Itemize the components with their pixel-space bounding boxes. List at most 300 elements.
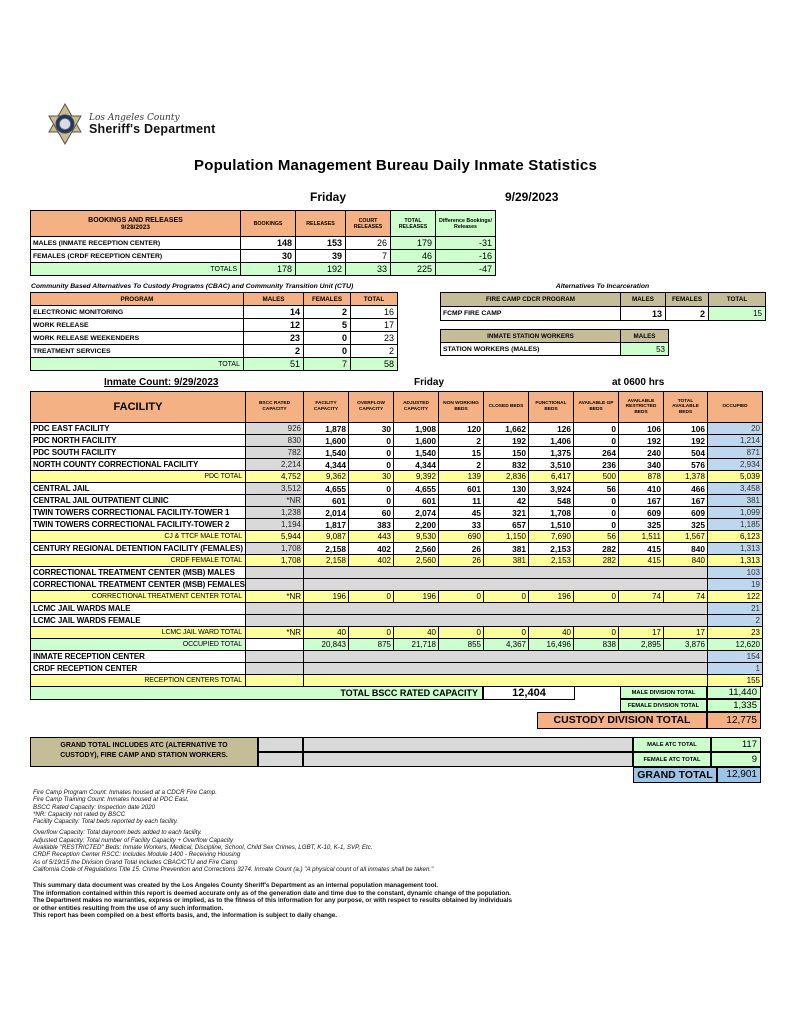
occupied-value: 3,458 bbox=[708, 483, 763, 495]
facility-row bbox=[31, 435, 763, 447]
cell-value: 2,158 bbox=[304, 543, 349, 555]
column-header: TOTAL RELEASES bbox=[391, 211, 436, 237]
cbac-header-row bbox=[31, 293, 398, 306]
cell-value: 17 bbox=[351, 319, 398, 332]
fire-camp-row bbox=[441, 307, 766, 321]
cell-value: 415 bbox=[619, 555, 664, 567]
disclaimer-line: This summary data document was created by the Los Angeles County Sheriff's Department as an internal population management tool. bbox=[33, 882, 439, 889]
facility-name: CRDF FEMALE TOTAL bbox=[31, 555, 246, 567]
totals-row bbox=[31, 263, 496, 276]
bscc-capacity: 1,194 bbox=[246, 519, 304, 531]
cell-value: 39 bbox=[296, 250, 346, 263]
totals-row bbox=[31, 358, 398, 371]
disclaimer-line: This report has been compiled on a best efforts basis, and, the information is subject to daily change. bbox=[33, 912, 338, 919]
facility-name: CJ & TTCF MALE TOTAL bbox=[31, 531, 246, 543]
column-header: FUNCTIONAL BEDS bbox=[529, 392, 574, 423]
facility-row bbox=[31, 471, 763, 483]
cell-value: 1,540 bbox=[394, 447, 439, 459]
cell-value: 30 bbox=[349, 471, 394, 483]
bookings-title-cell bbox=[31, 211, 241, 237]
cell-value: 23 bbox=[351, 332, 398, 345]
column-header: ADJUSTED CAPACITY bbox=[394, 392, 439, 423]
bscc-capacity: 1,708 bbox=[246, 543, 304, 555]
cell-value: 26 bbox=[439, 555, 484, 567]
fire-camp-table bbox=[440, 292, 766, 321]
cell-value: 657 bbox=[484, 519, 529, 531]
facility-name: PDC SOUTH FACILITY bbox=[31, 447, 246, 459]
cell-value: 2,895 bbox=[619, 639, 664, 651]
cell-value: 106 bbox=[619, 423, 664, 435]
facility-table bbox=[30, 391, 763, 687]
cell-value: 11 bbox=[439, 495, 484, 507]
cell-value: 16 bbox=[351, 306, 398, 319]
station-workers-row bbox=[441, 343, 669, 356]
facility-name: PDC NORTH FACILITY bbox=[31, 435, 246, 447]
inmate-count-day: Friday bbox=[414, 377, 445, 388]
cell-value: 2,153 bbox=[529, 555, 574, 567]
occupied-value: 6,123 bbox=[708, 531, 763, 543]
occupied-value: 2 bbox=[708, 615, 763, 627]
female-atc-total-value: 9 bbox=[711, 752, 761, 767]
station-workers-header-row bbox=[441, 330, 669, 343]
cell-value: 153 bbox=[296, 237, 346, 250]
cell-value: 878 bbox=[619, 471, 664, 483]
footnote-line: *NR: Capacity not rated by BSCC bbox=[33, 810, 126, 818]
cell-value: 0 bbox=[574, 627, 619, 639]
bscc-capacity: 5,944 bbox=[246, 531, 304, 543]
cell-value: 0 bbox=[574, 507, 619, 519]
cell-value: 504 bbox=[664, 447, 708, 459]
facility-name: LCMC JAIL WARD TOTAL bbox=[31, 627, 246, 639]
cell-value: 3,876 bbox=[664, 639, 708, 651]
cell-value: 381 bbox=[484, 555, 529, 567]
facility-name: CORRECTIONAL TREATMENT CENTER (MSB) FEMALES bbox=[31, 579, 246, 591]
column-header: FEMALES bbox=[666, 293, 709, 307]
facility-name: LCMC JAIL WARDS MALE bbox=[31, 603, 246, 615]
grand-total-label: GRAND TOTAL bbox=[633, 767, 717, 783]
cell-value: 0 bbox=[574, 435, 619, 447]
cell-value: 167 bbox=[664, 495, 708, 507]
row-label: TOTAL bbox=[31, 358, 244, 371]
column-header: AVAILABLE GP BEDS bbox=[574, 392, 619, 423]
bscc-capacity: *NR bbox=[246, 627, 304, 639]
facility-row bbox=[31, 603, 763, 615]
row-label: FEMALES (CRDF RECEPTION CENTER) bbox=[31, 250, 241, 263]
cell-value: 0 bbox=[349, 627, 394, 639]
cell-value: -31 bbox=[436, 237, 496, 250]
disclaimer bbox=[33, 882, 512, 920]
column-header: FACILITY bbox=[31, 392, 246, 423]
facility-row bbox=[31, 615, 763, 627]
column-header: MALES bbox=[621, 330, 669, 343]
cell-value: 33 bbox=[439, 519, 484, 531]
cell-value: 150 bbox=[484, 447, 529, 459]
empty-cell bbox=[303, 737, 633, 752]
cell-value: 12 bbox=[244, 319, 304, 332]
grand-total-value: 12,901 bbox=[717, 767, 761, 783]
bookings-releases-table bbox=[30, 210, 496, 276]
disclaimer-line: The information contained within this report is deemed accurate only as of the generation date and time due to the constant, dynamic change of the population. bbox=[33, 889, 511, 897]
cell-value: 196 bbox=[394, 591, 439, 603]
cell-value: 2,153 bbox=[529, 543, 574, 555]
bookings-header-row bbox=[31, 211, 496, 237]
facility-row bbox=[31, 423, 763, 435]
cell-value: 402 bbox=[349, 543, 394, 555]
grand-total-note-line1: GRAND TOTAL INCLUDES ATC (ALTERNATIVE TO bbox=[60, 742, 228, 749]
column-header: CLOSED BEDS bbox=[484, 392, 529, 423]
cell-value: 1,908 bbox=[394, 423, 439, 435]
fire-camp-header-row bbox=[441, 293, 766, 307]
row-label: FCMP FIRE CAMP bbox=[441, 307, 621, 321]
cell-value: 74 bbox=[619, 591, 664, 603]
column-header: MALES bbox=[244, 293, 304, 306]
cell-value: 9,392 bbox=[394, 471, 439, 483]
column-header: TOTAL AVAILABLE BEDS bbox=[664, 392, 708, 423]
facility-name: CENTURY REGIONAL DETENTION FACILITY (FEMALES) bbox=[31, 543, 246, 555]
bscc-capacity bbox=[246, 603, 304, 615]
cell-value: 0 bbox=[304, 332, 351, 345]
footnote-line: Fire Camp Program Count: Inmates housed at a CDCR Fire Camp. bbox=[33, 789, 217, 796]
cell-value: 1,150 bbox=[484, 531, 529, 543]
cell-value: 443 bbox=[349, 531, 394, 543]
cell-value: 196 bbox=[529, 591, 574, 603]
facility-name: INMATE RECEPTION CENTER bbox=[31, 651, 246, 663]
facility-name: CENTRAL JAIL bbox=[31, 483, 246, 495]
occupied-value: 1,099 bbox=[708, 507, 763, 519]
cell-value: 46 bbox=[391, 250, 436, 263]
occupied-value: 122 bbox=[708, 591, 763, 603]
cell-value: 106 bbox=[664, 423, 708, 435]
female-division-total-value: 1,335 bbox=[707, 699, 761, 712]
facility-row bbox=[31, 519, 763, 531]
cell-value: 840 bbox=[664, 555, 708, 567]
cell-value: 2,560 bbox=[394, 543, 439, 555]
occupied-value: 5,039 bbox=[708, 471, 763, 483]
inmate-count-meta bbox=[0, 377, 791, 390]
sheriff-star-icon bbox=[46, 103, 84, 145]
cell-value: 1,600 bbox=[304, 435, 349, 447]
occupied-value: 23 bbox=[708, 627, 763, 639]
cell-value: 7 bbox=[304, 358, 351, 371]
merged-cell bbox=[304, 579, 708, 591]
row-label: MALES (INMATE RECEPTION CENTER) bbox=[31, 237, 241, 250]
occupied-value: 1 bbox=[708, 663, 763, 675]
facility-row bbox=[31, 459, 763, 471]
cell-value: -16 bbox=[436, 250, 496, 263]
cell-value: 2,560 bbox=[394, 555, 439, 567]
footnote-line: Fire Camp Training Count: Inmates housed at PDC East. bbox=[33, 796, 189, 804]
fire-camp-header: FIRE CAMP CDCR PROGRAM bbox=[441, 293, 621, 307]
cell-value: 7,690 bbox=[529, 531, 574, 543]
cell-value: 148 bbox=[241, 237, 296, 250]
facility-row bbox=[31, 543, 763, 555]
cell-value: 410 bbox=[619, 483, 664, 495]
facility-row bbox=[31, 531, 763, 543]
merged-cell bbox=[304, 603, 708, 615]
cell-value: 2 bbox=[666, 307, 709, 321]
ati-title: Alternatives To Incarceration bbox=[555, 283, 650, 290]
facility-row bbox=[31, 507, 763, 519]
cell-value: 0 bbox=[574, 495, 619, 507]
facility-name: LCMC JAIL WARDS FEMALE bbox=[31, 615, 246, 627]
cell-value: 40 bbox=[304, 627, 349, 639]
table-row bbox=[31, 306, 398, 319]
column-header: Difference Bookings/ Releases bbox=[436, 211, 496, 237]
cell-value: 15 bbox=[439, 447, 484, 459]
cell-value: 9,362 bbox=[304, 471, 349, 483]
facility-name: CORRECTIONAL TREATMENT CENTER TOTAL bbox=[31, 591, 246, 603]
cell-value: 402 bbox=[349, 555, 394, 567]
cell-value: 2 bbox=[439, 435, 484, 447]
empty-cell bbox=[258, 737, 303, 752]
cell-value: 21,718 bbox=[394, 639, 439, 651]
facility-name: NORTH COUNTY CORRECTIONAL FACILITY bbox=[31, 459, 246, 471]
cell-value: 33 bbox=[346, 263, 391, 276]
bscc-capacity: 830 bbox=[246, 435, 304, 447]
cell-value: 51 bbox=[244, 358, 304, 371]
bscc-capacity bbox=[246, 579, 304, 591]
facility-row bbox=[31, 567, 763, 579]
cell-value: 0 bbox=[349, 459, 394, 471]
facility-row bbox=[31, 579, 763, 591]
cell-value: 167 bbox=[619, 495, 664, 507]
cell-value: 3,510 bbox=[529, 459, 574, 471]
cell-value: 192 bbox=[664, 435, 708, 447]
facility-row bbox=[31, 651, 763, 663]
column-header: FEMALES bbox=[304, 293, 351, 306]
cell-value: 16,496 bbox=[529, 639, 574, 651]
cell-value: 4,344 bbox=[394, 459, 439, 471]
cell-value: 45 bbox=[439, 507, 484, 519]
female-atc-total-label: FEMALE ATC TOTAL bbox=[633, 752, 711, 767]
cell-value: 74 bbox=[664, 591, 708, 603]
cell-value: 875 bbox=[349, 639, 394, 651]
facility-name: OCCUPIED TOTAL bbox=[31, 639, 246, 651]
bscc-capacity: *NR bbox=[246, 495, 304, 507]
cell-value: 2 bbox=[244, 345, 304, 358]
cell-value: 9,087 bbox=[304, 531, 349, 543]
row-label: STATION WORKERS (MALES) bbox=[441, 343, 621, 356]
column-header: TOTAL bbox=[351, 293, 398, 306]
cell-value: 609 bbox=[664, 507, 708, 519]
bscc-capacity bbox=[246, 615, 304, 627]
facility-name: PDC EAST FACILITY bbox=[31, 423, 246, 435]
grand-total-note-line2: CUSTODY), FIRE CAMP AND STATION WORKERS. bbox=[60, 752, 228, 759]
cell-value: 264 bbox=[574, 447, 619, 459]
cell-value: 601 bbox=[304, 495, 349, 507]
facility-row bbox=[31, 663, 763, 675]
row-label: WORK RELEASE bbox=[31, 319, 244, 332]
occupied-value: 103 bbox=[708, 567, 763, 579]
facility-name: PDC TOTAL bbox=[31, 471, 246, 483]
cell-value: 601 bbox=[439, 483, 484, 495]
row-label: TREATMENT SERVICES bbox=[31, 345, 244, 358]
cell-value: 855 bbox=[439, 639, 484, 651]
cell-value: 26 bbox=[346, 237, 391, 250]
facility-row bbox=[31, 483, 763, 495]
cell-value: 139 bbox=[439, 471, 484, 483]
merged-cell bbox=[304, 663, 708, 675]
footnote-line: Adjusted Capacity: Total number of Facility Capacity + Overflow Capacity bbox=[33, 836, 234, 844]
report-date: 9/29/2023 bbox=[505, 190, 559, 204]
cell-value: 2,014 bbox=[304, 507, 349, 519]
cell-value: 4,367 bbox=[484, 639, 529, 651]
cell-value: 1,708 bbox=[529, 507, 574, 519]
logo-department: Sheriff's Department bbox=[89, 121, 216, 136]
facility-row bbox=[31, 627, 763, 639]
occupied-value: 871 bbox=[708, 447, 763, 459]
cell-value: 126 bbox=[529, 423, 574, 435]
bscc-capacity: 926 bbox=[246, 423, 304, 435]
cbac-title: Community Based Alternatives To Custody Programs (CBAC) and Community Transition Unit (CTU) bbox=[31, 283, 354, 290]
facility-name: TWIN TOWERS CORRECTIONAL FACILITY-TOWER 2 bbox=[31, 519, 246, 531]
report-day: Friday bbox=[310, 190, 347, 204]
cell-value: 130 bbox=[484, 483, 529, 495]
cell-value: 0 bbox=[484, 591, 529, 603]
occupied-value: 1,313 bbox=[708, 543, 763, 555]
table-row bbox=[31, 250, 496, 263]
column-header: PROGRAM bbox=[31, 293, 244, 306]
cell-value: 340 bbox=[619, 459, 664, 471]
cell-value: 1,567 bbox=[664, 531, 708, 543]
cell-value: 576 bbox=[664, 459, 708, 471]
cell-value: 415 bbox=[619, 543, 664, 555]
cell-value: 548 bbox=[529, 495, 574, 507]
cell-value: 2,074 bbox=[394, 507, 439, 519]
bookings-title: BOOKINGS AND RELEASES bbox=[88, 216, 183, 224]
cell-value: 2,158 bbox=[304, 555, 349, 567]
column-header: OCCUPIED bbox=[708, 392, 763, 423]
cell-value: 0 bbox=[349, 591, 394, 603]
facility-name: CENTRAL JAIL OUTPATIENT CLINIC bbox=[31, 495, 246, 507]
cbac-table bbox=[30, 292, 398, 371]
column-header: RELEASES bbox=[296, 211, 346, 237]
cell-value: 14 bbox=[244, 306, 304, 319]
occupied-value: 20 bbox=[708, 423, 763, 435]
cell-value: 0 bbox=[574, 591, 619, 603]
cell-value: 26 bbox=[439, 543, 484, 555]
cell-value: 282 bbox=[574, 543, 619, 555]
cell-value: 609 bbox=[619, 507, 664, 519]
footnotes bbox=[33, 789, 433, 873]
cell-value: 1,600 bbox=[394, 435, 439, 447]
cell-value: 1,817 bbox=[304, 519, 349, 531]
empty-cell bbox=[303, 752, 633, 767]
male-division-total-label: MALE DIVISION TOTAL bbox=[620, 686, 707, 699]
cell-value: 192 bbox=[296, 263, 346, 276]
occupied-value: 2,934 bbox=[708, 459, 763, 471]
cell-value: 2 bbox=[304, 306, 351, 319]
facility-name: CRDF RECEPTION CENTER bbox=[31, 663, 246, 675]
facility-header-row bbox=[31, 392, 763, 423]
cell-value: 0 bbox=[439, 627, 484, 639]
bscc-capacity: 3,512 bbox=[246, 483, 304, 495]
page-title: Population Management Bureau Daily Inmate Statistics bbox=[194, 157, 597, 174]
logo-text bbox=[89, 113, 215, 136]
cell-value: 0 bbox=[349, 435, 394, 447]
cell-value: 601 bbox=[394, 495, 439, 507]
facility-name: TWIN TOWERS CORRECTIONAL FACILITY-TOWER 1 bbox=[31, 507, 246, 519]
custody-division-total-label: CUSTODY DIVISION TOTAL bbox=[537, 712, 707, 729]
cell-value: 1,510 bbox=[529, 519, 574, 531]
cell-value: 13 bbox=[621, 307, 666, 321]
cell-value: 1,878 bbox=[304, 423, 349, 435]
empty-cell bbox=[258, 752, 303, 767]
cell-value: 840 bbox=[664, 543, 708, 555]
cell-value: 40 bbox=[394, 627, 439, 639]
cell-value: 192 bbox=[484, 435, 529, 447]
facility-row bbox=[31, 447, 763, 459]
cell-value: 196 bbox=[304, 591, 349, 603]
cell-value: 325 bbox=[664, 519, 708, 531]
cell-value: 4,344 bbox=[304, 459, 349, 471]
total-bscc-capacity-label: TOTAL BSCC RATED CAPACITY bbox=[30, 686, 483, 700]
cell-value: 4,655 bbox=[394, 483, 439, 495]
cell-value: 0 bbox=[349, 495, 394, 507]
cell-value: 60 bbox=[349, 507, 394, 519]
cell-value: 17 bbox=[664, 627, 708, 639]
footnote-line: Overflow Capacity: Total dayroom beds added to each facility. bbox=[33, 829, 202, 837]
cell-value: 23 bbox=[244, 332, 304, 345]
cell-value: 2,200 bbox=[394, 519, 439, 531]
occupied-value: 381 bbox=[708, 495, 763, 507]
cell-value: 2 bbox=[351, 345, 398, 358]
cell-value: 240 bbox=[619, 447, 664, 459]
cell-value: 5 bbox=[304, 319, 351, 332]
cell-value: 225 bbox=[391, 263, 436, 276]
cell-value: 7 bbox=[346, 250, 391, 263]
column-header: BOOKINGS bbox=[241, 211, 296, 237]
cell-value: 236 bbox=[574, 459, 619, 471]
bscc-capacity bbox=[246, 639, 304, 651]
merged-cell bbox=[304, 651, 708, 663]
column-header: TOTAL bbox=[709, 293, 766, 307]
bscc-capacity bbox=[246, 675, 304, 687]
station-workers-table bbox=[440, 329, 669, 356]
bscc-capacity: 1,708 bbox=[246, 555, 304, 567]
cell-value: 0 bbox=[574, 519, 619, 531]
cell-value: 690 bbox=[439, 531, 484, 543]
occupied-value: 1,185 bbox=[708, 519, 763, 531]
cell-value: 179 bbox=[391, 237, 436, 250]
cell-value: 0 bbox=[349, 483, 394, 495]
grand-total-section bbox=[30, 737, 761, 783]
total-bscc-capacity-value: 12,404 bbox=[483, 686, 575, 700]
footnote-line: BSCC Rated Capacity: Inspection date 2020 bbox=[33, 803, 156, 811]
cell-value: 2 bbox=[439, 459, 484, 471]
cell-value: 838 bbox=[574, 639, 619, 651]
cell-value: 466 bbox=[664, 483, 708, 495]
male-atc-total-value: 117 bbox=[711, 737, 761, 752]
cell-value: 4,655 bbox=[304, 483, 349, 495]
bscc-capacity: 2,214 bbox=[246, 459, 304, 471]
bscc-capacity bbox=[246, 663, 304, 675]
cell-value: 120 bbox=[439, 423, 484, 435]
inmate-count-time: at 0600 hrs bbox=[612, 377, 665, 388]
cell-value: 20,843 bbox=[304, 639, 349, 651]
male-atc-total-label: MALE ATC TOTAL bbox=[633, 737, 711, 752]
bscc-capacity: 1,238 bbox=[246, 507, 304, 519]
cell-value: 282 bbox=[574, 555, 619, 567]
table-row bbox=[31, 332, 398, 345]
occupied-value: 19 bbox=[708, 579, 763, 591]
column-header: BSCC RATED CAPACITY bbox=[246, 392, 304, 423]
disclaimer-line: or other entities resulting from the use of any such information. bbox=[33, 904, 224, 912]
cell-value: 321 bbox=[484, 507, 529, 519]
row-label: WORK RELEASE WEEKENDERS bbox=[31, 332, 244, 345]
cell-value: 9,530 bbox=[394, 531, 439, 543]
cell-value: -47 bbox=[436, 263, 496, 276]
